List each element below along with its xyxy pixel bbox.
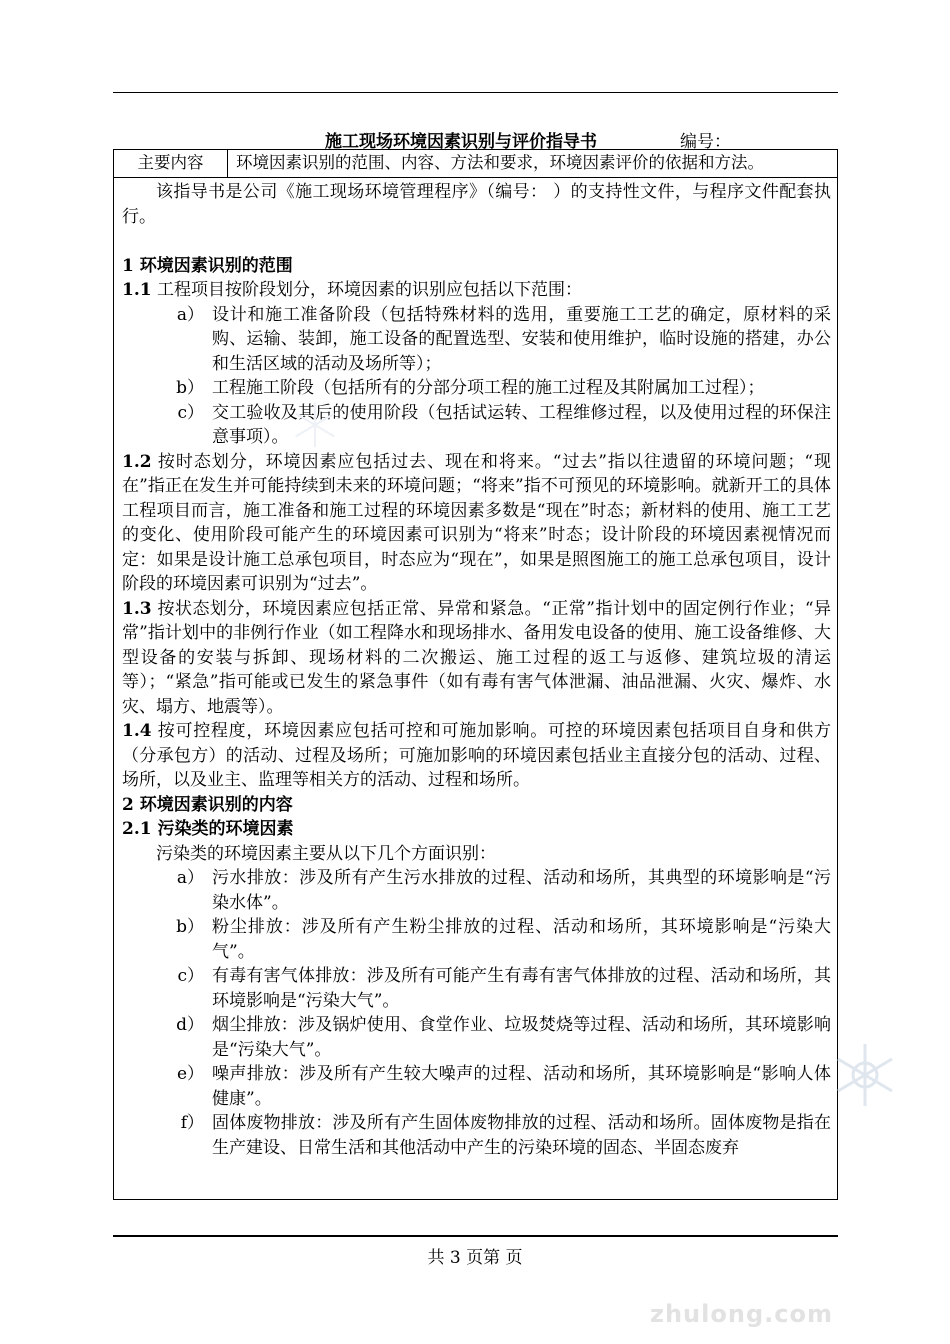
guide-body [114,178,837,1199]
zhulong-snowflake-logo-icon [830,1040,900,1110]
list-item [122,915,831,964]
guide-table [113,149,838,1200]
zhulong-snowflake-logo-icon [290,400,340,450]
list-marker: e） [176,1064,204,1084]
blank-line [122,229,831,254]
section-1-3-number: 1.3 [122,598,152,619]
list-text: 粉尘排放：涉及所有产生粉尘排放的过程、活动和场所，其环境影响是“污染大气”。 [212,917,831,962]
section-1-1 [122,278,831,303]
document-number-label: 编号： [680,132,731,152]
list-item [122,1013,831,1062]
section-1-2-text: 按时态划分，环境因素应包括过去、现在和将来。“过去”指以往遗留的环境问题；“现在”指正在发生并可能持续到未来的环境问题；“将来”指不可预见的环境影响。就新开工的具体工程项目而言，施工准备和施工过程的环境因素多数是“现在”时态；新材料的使用、施工工艺的变化、使用阶段可能产生的环境因素可识别为“将来”时态；设计阶段的环境因素视情况而定：如果是设计施工总承包项目，时态应为“现在”，如果是照图施工的施工总承包项目，设计阶段的环境因素可识别为“过去”。 [122,451,831,594]
section-1-3 [122,597,831,720]
intro-paragraph: 该指导书是公司《施工现场环境管理程序》（编号： ）的支持性文件，与程序文件配套执行。 [122,182,831,227]
list-text: 污水排放：涉及所有产生污水排放的过程、活动和场所，其典型的环境影响是“污染水体”。 [212,868,831,913]
list-text: 噪声排放：涉及所有产生较大噪声的过程、活动和场所，其环境影响是“影响人体健康”。 [212,1064,831,1109]
list-marker: d） [176,1015,204,1035]
footer-rule [113,1235,838,1237]
list-marker: a） [176,868,204,888]
list-text: 工程施工阶段（包括所有的分部分项工程的施工过程及其附属加工过程）； [212,378,765,398]
list-item [122,376,831,401]
section-1-3-text: 按状态划分，环境因素应包括正常、异常和紧急。“正常”指计划中的固定例行作业；“异常”指计划中的非例行作业（如工程降水和现场排水、备用发电设备的使用、施工设备维修、大型设备的安装与拆卸、现场材料的二次搬运、施工过程的返工与返修、建筑垃圾的清运等）；“紧急”指可能或已发生的紧急事件（如有毒有害气体泄漏、油品泄漏、火灾、爆炸、水灾、塌方、地震等）。 [122,598,831,717]
list-item [122,303,831,377]
list-marker: c） [177,402,204,423]
page-number: 共 3 页第 页 [427,1248,523,1268]
list-text: 交工验收及其后的使用阶段（包括试运转、工程维修过程，以及使用过程的环保注意事项）。 [212,402,831,447]
section-1-1-text: 工程项目按阶段划分，环境因素的识别应包括以下范围： [151,280,582,300]
list-text: 固体废物排放：涉及所有产生固体废物排放的过程、活动和场所。固体废物是指在生产建设、日常生活和其他活动中产生的污染环境的固态、半固态废弃 [212,1113,831,1158]
section-1-2-number: 1.2 [122,451,152,472]
list-marker: c） [177,966,204,986]
section-1-4-number: 1.4 [122,721,152,741]
section-1-heading: 1 环境因素识别的范围 [122,255,293,276]
section-2-1-heading: 2.1 污染类的环境因素 [122,819,294,839]
list-text: 有毒有害气体排放：涉及所有可能产生有毒有害气体排放的过程、活动和场所，其环境影响是“污染大气”。 [212,966,831,1011]
list-marker: b） [176,917,204,937]
main-content-row [114,150,837,178]
list-marker: b） [176,378,204,398]
list-marker: f） [180,1113,204,1133]
watermark-text: zhulong.com [650,1300,833,1328]
document-title: 施工现场环境因素识别与评价指导书 [325,132,597,152]
main-content-value: 环境因素识别的范围、内容、方法和要求，环境因素评价的依据和方法。 [236,153,764,172]
list-item [122,1062,831,1111]
list-text: 烟尘排放：涉及锅炉使用、食堂作业、垃圾焚烧等过程、活动和场所，其环境影响是“污染大气”。 [212,1015,831,1060]
list-text: 设计和施工准备阶段（包括特殊材料的选用，重要施工工艺的确定，原材料的采购、运输、装卸，施工设备的配置选型、安装和使用维护，临时设施的搭建，办公和生活区域的活动及场所等）； [212,304,831,374]
main-content-label: 主要内容 [114,150,228,177]
section-2-1-intro: 污染类的环境因素主要从以下几个方面识别： [156,843,496,864]
list-item [122,964,831,1013]
list-item [122,1111,831,1160]
list-marker: a） [176,304,204,325]
section-1-1-number: 1.1 [122,280,152,300]
list-item [122,866,831,915]
list-item [122,401,831,450]
header-rule [113,92,838,93]
section-1-4-text: 按可控程度，环境因素应包括可控和可施加影响。可控的环境因素包括项目自身和供方（分承包方）的活动、过程及场所；可施加影响的环境因素包括业主直接分包的活动、过程、场所，以及业主、监理等相关方的活动、过程和场所。 [122,721,831,790]
section-1-2 [122,450,831,597]
section-2-heading: 2 环境因素识别的内容 [122,794,293,815]
section-1-4 [122,719,831,793]
